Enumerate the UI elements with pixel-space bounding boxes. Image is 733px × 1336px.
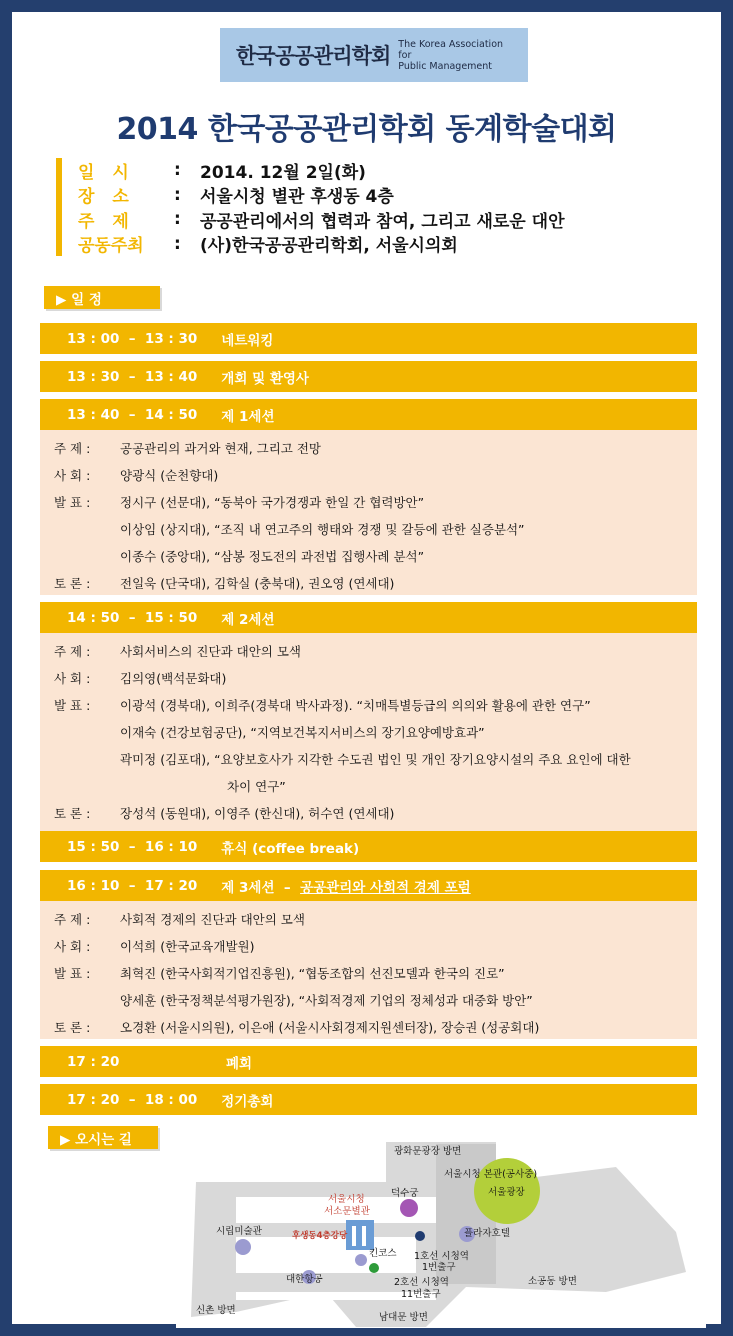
info-theme: 주 제 : 공공관리에서의 협력과 참여, 그리고 새로운 대안	[78, 209, 565, 232]
svg-text:대한항공: 대한항공	[286, 1274, 323, 1285]
svg-text:2호선 시청역: 2호선 시청역	[394, 1277, 449, 1288]
svg-text:서울시청 본관(공사중): 서울시청 본관(공사중)	[444, 1169, 538, 1180]
svg-text:소공동 방면: 소공동 방면	[528, 1276, 577, 1287]
session-3-details: 주 제 : 사회적 경제의 진단과 대안의 모색 사 회 : 이석희 (한국교육개발원) 발 표 : 최혁진 (한국사회적기업진흥원), “협동조합의 선진모델과 한국의 진로” 양세훈 (한국정책분석평가원장), “사회적경제 기업의 정체성과 대중화 방안” 토 론 : 오경환 (서울시의원), 이은애 (서울시사회경제지원센터장), 장승권 (성공회대)	[40, 901, 697, 1039]
session-3: 16 : 10 – 17 : 20 제 3세션 – 공공관리와 사회적 경제 포럼	[40, 870, 697, 901]
directions-heading: ▶ 오시는 길	[48, 1126, 158, 1149]
deoksugung-marker	[400, 1199, 418, 1217]
association-logo	[220, 28, 528, 82]
logo-english: The Korea Association for Public Management	[398, 38, 504, 72]
svg-text:11번출구: 11번출구	[401, 1289, 441, 1300]
svg-text:시립미술관: 시립미술관	[216, 1226, 262, 1237]
svg-text:킨코스: 킨코스	[369, 1248, 397, 1259]
building-icon	[346, 1220, 374, 1250]
svg-text:서울시청: 서울시청	[328, 1194, 365, 1205]
poster-frame	[12, 12, 721, 1324]
page-title: 2014 한국공공관리학회 동계학술대회	[116, 112, 617, 147]
session-closing: 17 : 20 폐회	[40, 1046, 697, 1077]
session-2: 14 : 50 – 15 : 50 제 2세션	[40, 602, 697, 633]
session-general-meeting: 17 : 20 – 18 : 00 정기총회	[40, 1084, 697, 1115]
svg-text:후생동4층강당: 후생동4층강당	[292, 1231, 348, 1241]
schedule-heading: ▶ 일 정	[44, 286, 160, 309]
session-networking: 13 : 00 – 13 : 30 네트워킹	[40, 323, 697, 354]
session-break: 15 : 50 – 16 : 10 휴식 (coffee break)	[40, 831, 697, 862]
info-venue: 장 소 : 서울시청 별관 후생동 4층	[78, 184, 394, 208]
line1-station-marker	[415, 1231, 425, 1241]
svg-text:광화문광장 방면: 광화문광장 방면	[394, 1146, 462, 1157]
svg-text:신촌 방면: 신촌 방면	[196, 1305, 236, 1316]
session-2-details: 주 제 : 사회서비스의 진단과 대안의 모색 사 회 : 김의영(백석문화대) 발 표 : 이광석 (경북대), 이희주(경북대 박사과정). “치매특별등급의 의의와 활용에 관한 연구” 이재숙 (건강보험공단), “지역보건복지서비스의 장기요양예방효과” 곽미정 (김포대), “요양보호사가 지각한 수도권 법인 및 개인 장기요양시설의 주요 요인에 대한 차이 연구” 토 론 : 장성석 (동원대), 이영주 (한신대), 허수연 (연세대)	[40, 633, 697, 831]
event-info	[56, 158, 565, 256]
kinkos-marker	[355, 1254, 367, 1266]
svg-text:서울광장: 서울광장	[488, 1187, 525, 1198]
svg-text:덕수궁: 덕수궁	[391, 1188, 419, 1199]
session-opening: 13 : 30 – 13 : 40 개회 및 환영사	[40, 361, 697, 392]
logo-korean: 한국공공관리학회	[236, 44, 391, 68]
museum-marker	[235, 1239, 251, 1255]
svg-text:1번출구: 1번출구	[422, 1262, 456, 1273]
info-hosts: 공동주최 : (사)한국공공관리학회, 서울시의회	[78, 233, 458, 257]
location-map	[176, 1142, 706, 1328]
svg-text:플라자호텔: 플라자호텔	[464, 1228, 510, 1239]
line2-station-marker	[369, 1263, 379, 1273]
info-date: 일 시 : 2014. 12월 2일(화)	[78, 160, 366, 183]
svg-text:남대문 방면: 남대문 방면	[379, 1312, 428, 1323]
svg-text:1호선 시청역: 1호선 시청역	[414, 1251, 469, 1262]
session-1-details: 주 제 : 공공관리의 과거와 현재, 그리고 전망 사 회 : 양광식 (순천향대) 발 표 : 정시구 (선문대), “동북아 국가경쟁과 한일 간 협력방안” 이상임 (상지대), “조직 내 연고주의 행태와 경쟁 및 갈등에 관한 실증분석” 이종수 (중앙대), “삼봉 정도전의 과전법 집행사례 분석” 토 론 : 전일욱 (단국대), 김학실 (충북대), 권오영 (연세대)	[40, 430, 697, 595]
session-1: 13 : 40 – 14 : 50 제 1세션	[40, 399, 697, 430]
svg-text:서소문별관: 서소문별관	[324, 1206, 370, 1217]
